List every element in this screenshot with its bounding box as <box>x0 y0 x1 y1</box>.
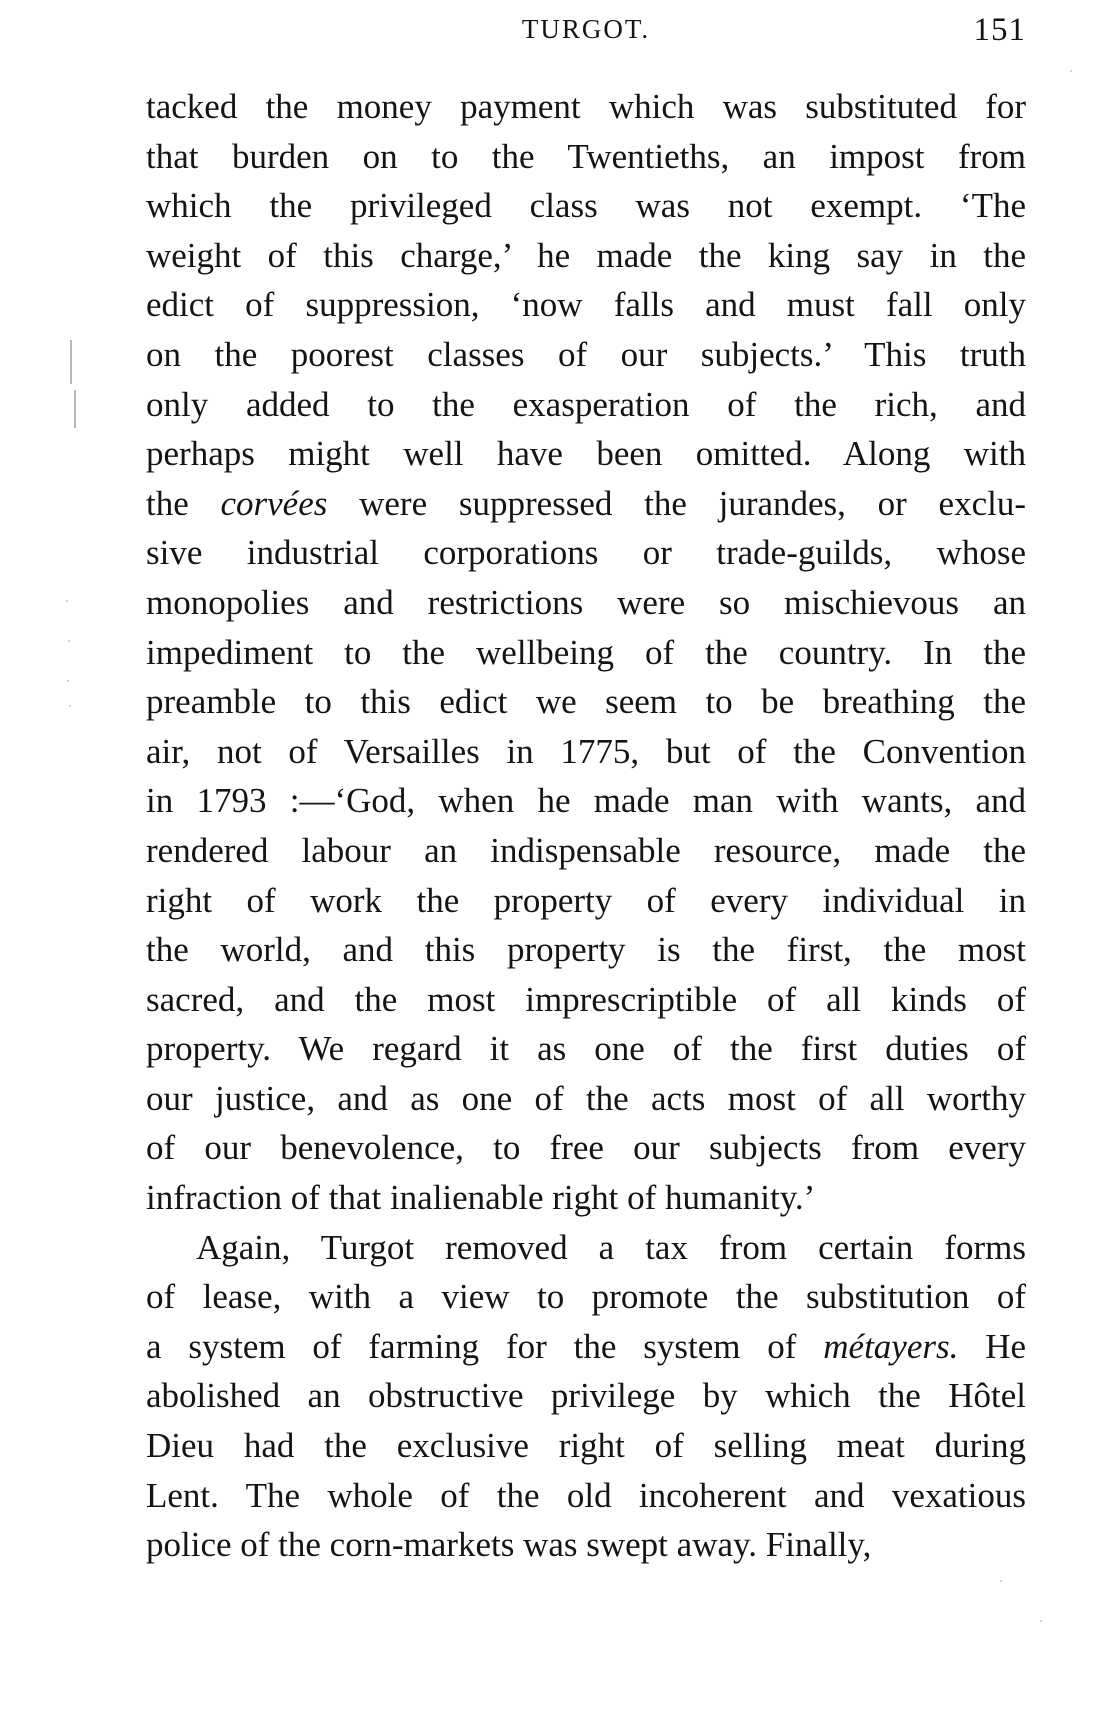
text-line: the world, and this property is the first, the most <box>146 930 1026 970</box>
text-line: infraction of that inalienable right of humanity.’ <box>146 1178 816 1218</box>
running-title: TURGOT. <box>521 14 651 44</box>
text-run: He <box>958 1326 1027 1366</box>
text-run: a system of farming for the system of <box>146 1326 824 1366</box>
text-line: monopolies and restrictions were so mischievous an <box>146 582 1026 622</box>
text-line: of lease, with a view to promote the substitution of <box>146 1277 1026 1317</box>
paper-speck <box>67 680 69 682</box>
margin-scratch <box>70 340 72 384</box>
text-line: impediment to the wellbeing of the country. In the <box>146 632 1026 672</box>
text-line: rendered labour an indispensable resource, made the <box>146 830 1026 870</box>
margin-scratch <box>74 390 76 428</box>
text-line: weight of this charge,’ he made the king say in the <box>146 235 1026 275</box>
text-line: edict of suppression, ‘now falls and must fall only <box>146 285 1026 325</box>
text-line: only added to the exasperation of the rich, and <box>146 384 1026 424</box>
text-line: which the privileged class was not exempt. ‘The <box>146 186 1026 226</box>
italic-term: corvées <box>220 483 328 523</box>
text-line: of our benevolence, to free our subjects from every <box>146 1128 1026 1168</box>
paper-speck <box>69 705 71 707</box>
text-line: tacked the money payment which was substituted for <box>146 87 1026 126</box>
text-line <box>146 479 1026 529</box>
text-run: the <box>146 483 221 523</box>
text-line: preamble to this edict we seem to be breathing the <box>146 682 1026 722</box>
paper-speck <box>1040 1620 1042 1622</box>
text-line: Dieu had the exclusive right of selling meat during <box>146 1426 1026 1466</box>
running-head <box>146 14 1026 54</box>
text-line: sive industrial corporations or trade-guilds, whose <box>146 533 1026 573</box>
paper-speck <box>1000 1580 1002 1582</box>
paper-speck <box>1070 70 1072 72</box>
text-run: were suppressed the jurandes, or exclu- <box>327 483 1026 523</box>
text-line: right of work the property of every individual in <box>146 880 1026 920</box>
text-line: on the poorest classes of our subjects.’ This truth <box>146 334 1026 374</box>
text-line: property. We regard it as one of the first duties of <box>146 1029 1026 1069</box>
text-line: in 1793 :—‘God, when he made man with wants, and <box>146 781 1026 821</box>
text-line: police of the corn-markets was swept away. Finally, <box>146 1525 872 1565</box>
paper-speck <box>68 640 70 642</box>
text-line: our justice, and as one of the acts most of all worthy <box>146 1078 1026 1118</box>
text-line: sacred, and the most imprescriptible of all kinds of <box>146 979 1026 1019</box>
text-line: air, not of Versailles in 1775, but of the Convention <box>146 731 1026 771</box>
paper-speck <box>66 600 68 602</box>
text-line: perhaps might well have been omitted. Along with <box>146 434 1026 474</box>
page-number: 151 <box>973 12 1026 48</box>
text-line: Again, Turgot removed a tax from certain forms <box>196 1227 1026 1267</box>
text-line: that burden on to the Twentieths, an impost from <box>146 136 1026 176</box>
body-text <box>146 82 1026 1570</box>
text-line <box>146 1322 1026 1372</box>
text-line: abolished an obstructive privilege by which the Hôtel <box>146 1376 1026 1416</box>
text-line: Lent. The whole of the old incoherent and vexatious <box>146 1475 1026 1515</box>
italic-term: métayers. <box>823 1326 959 1366</box>
